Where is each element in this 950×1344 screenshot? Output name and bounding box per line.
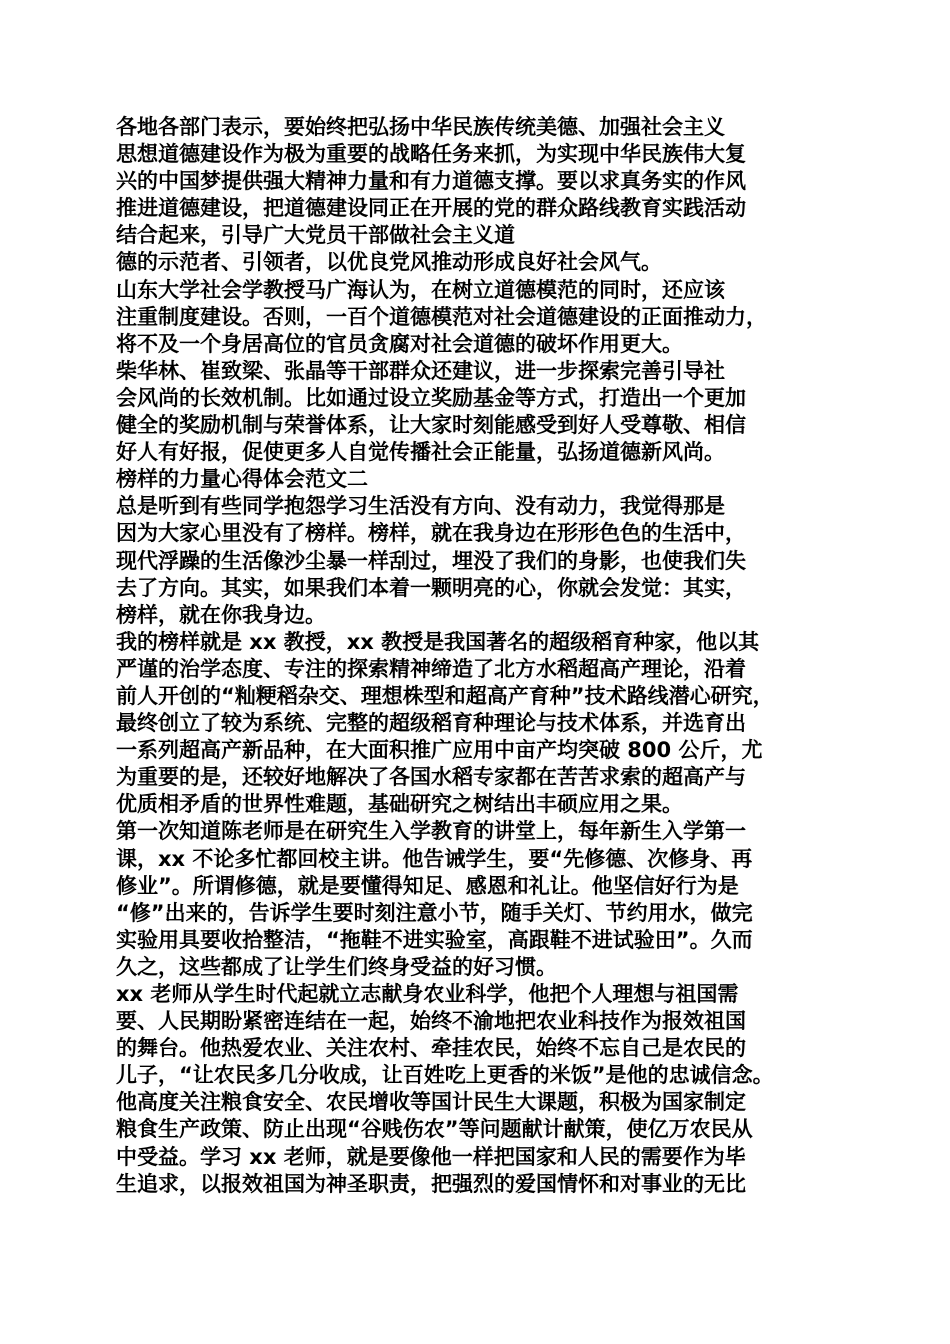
text-line: “修”出来的，告诉学生要时刻注意小节，随手关灯、节约用水，做完 bbox=[116, 900, 753, 925]
text-line: 榜样，就在你我身边。 bbox=[116, 602, 326, 627]
text-line: 现代浮躁的生活像沙尘暴一样刮过，埋没了我们的身影，也使我们失 bbox=[116, 548, 746, 573]
text-line: 最终创立了较为系统、完整的超级稻育种理论与技术体系，并选育出 bbox=[116, 711, 746, 736]
text-line: 课，xx 不论多忙都回校主讲。他告诫学生，要“先修德、次修身、再 bbox=[116, 846, 753, 871]
text-line: 粮食生产政策、防止出现“谷贱伤农”等问题献计献策，使亿万农民从 bbox=[116, 1117, 753, 1142]
text-line: 注重制度建设。否则，一百个道德模范对社会道德建设的正面推动力， bbox=[116, 304, 767, 329]
text-line: 为重要的是，还较好地解决了各国水稻专家都在苦苦求索的超高产与 bbox=[116, 765, 746, 790]
paragraph-role-model-intro bbox=[116, 493, 846, 628]
text-line: 好人有好报，促使更多人自觉传播社会正能量，弘扬道德新风尚。 bbox=[116, 440, 725, 465]
text-line: 思想道德建设作为极为重要的战略任务来抓，为实现中华民族伟大复 bbox=[116, 142, 746, 167]
text-line: 推进道德建设，把道德建设同正在开展的党的群众路线教育实践活动 bbox=[116, 196, 746, 221]
text-line: 第一次知道陈老师是在研究生入学教育的讲堂上，每年新生入学第一 bbox=[116, 819, 746, 844]
text-line: 将不及一个身居高位的官员贪腐对社会道德的破坏作用更大。 bbox=[116, 331, 683, 356]
text-line: 各地各部门表示，要始终把弘扬中华民族传统美德、加强社会主义 bbox=[116, 115, 725, 139]
text-line: 柴华林、崔致梁、张晶等干部群众还建议，进一步探索完善引导社 bbox=[116, 358, 725, 383]
paragraph-moral-construction bbox=[116, 114, 846, 277]
text-line: 结合起来，引导广大党员干部做社会主义道 bbox=[116, 223, 515, 248]
text-line: 总是听到有些同学抱怨学习生活没有方向、没有动力，我觉得那是 bbox=[116, 494, 725, 519]
text-line: 严谨的治学态度、专注的探索精神缔造了北方水稻超高产理论，沿着 bbox=[116, 656, 746, 681]
section-heading bbox=[116, 466, 846, 493]
text-line: 优质相矛盾的世界性难题，基础研究之树结出丰硕应用之果。 bbox=[116, 792, 683, 817]
text-line: 山东大学社会学教授马广海认为，在树立道德模范的同时，还应该 bbox=[116, 277, 725, 302]
text-line: 前人开创的“籼粳稻杂交、理想株型和超高产育种”技术路线潜心研究， bbox=[116, 683, 774, 708]
text-line: 久之，这些都成了让学生们终身受益的好习惯。 bbox=[116, 954, 557, 979]
text-line: 要、人民期盼紧密连结在一起，始终不渝地把农业科技作为报效祖国 bbox=[116, 1009, 746, 1034]
text-line: 因为大家心里没有了榜样。榜样，就在我身边在形形色色的生活中， bbox=[116, 521, 746, 546]
text-line: 兴的中国梦提供强大精神力量和有力道德支撑。要以求真务实的作风 bbox=[116, 169, 746, 194]
paragraph-professor-research bbox=[116, 629, 846, 819]
text-line: xx 老师从学生时代起就立志献身农业科学，他把个人理想与祖国需 bbox=[116, 982, 739, 1006]
text-line: 去了方向。其实，如果我们本着一颗明亮的心，你就会发觉：其实， bbox=[116, 575, 746, 600]
text-line: 中受益。学习 xx 老师，就是要像他一样把国家和人民的需要作为毕 bbox=[116, 1144, 746, 1169]
text-line: 实验用具要收拾整洁，“拖鞋不进实验室，高跟鞋不进试验田”。久而 bbox=[116, 927, 753, 952]
text-line: 修业”。所谓修德，就是要懂得知足、感恩和礼让。他坚信好行为是 bbox=[116, 873, 739, 898]
section-title: 榜样的力量心得体会范文二 bbox=[116, 467, 368, 492]
text-line: 他高度关注粮食安全、农民增收等国计民生大课题，积极为国家制定 bbox=[116, 1090, 746, 1115]
text-line: 我的榜样就是 xx 教授，xx 教授是我国著名的超级稻育种家，他以其 bbox=[116, 629, 760, 654]
paragraph-agricultural-devotion bbox=[116, 981, 846, 1198]
paragraph-first-lecture bbox=[116, 818, 846, 981]
paragraph-professor-opinion bbox=[116, 277, 846, 358]
document-body bbox=[116, 114, 846, 1198]
text-line: 健全的奖励机制与荣誉体系，让大家时刻能感受到好人受尊敬、相信 bbox=[116, 413, 746, 438]
text-line: 生追求，以报效祖国为神圣职责，把强烈的爱国情怀和对事业的无比 bbox=[116, 1171, 746, 1196]
text-line: 儿子，“让农民多几分收成，让百姓吃上更香的米饭”是他的忠诚信念。 bbox=[116, 1063, 774, 1088]
text-line: 会风尚的长效机制。比如通过设立奖励基金等方式，打造出一个更加 bbox=[116, 385, 746, 410]
paragraph-suggestions bbox=[116, 358, 846, 466]
text-line: 德的示范者、引领者，以优良党风推动形成良好社会风气。 bbox=[116, 250, 662, 275]
text-line: 的舞台。他热爱农业、关注农村、牵挂农民，始终不忘自己是农民的 bbox=[116, 1036, 746, 1061]
text-line: 一系列超高产新品种，在大面积推广应用中亩产均突破 800 公斤，尤 bbox=[116, 738, 763, 763]
